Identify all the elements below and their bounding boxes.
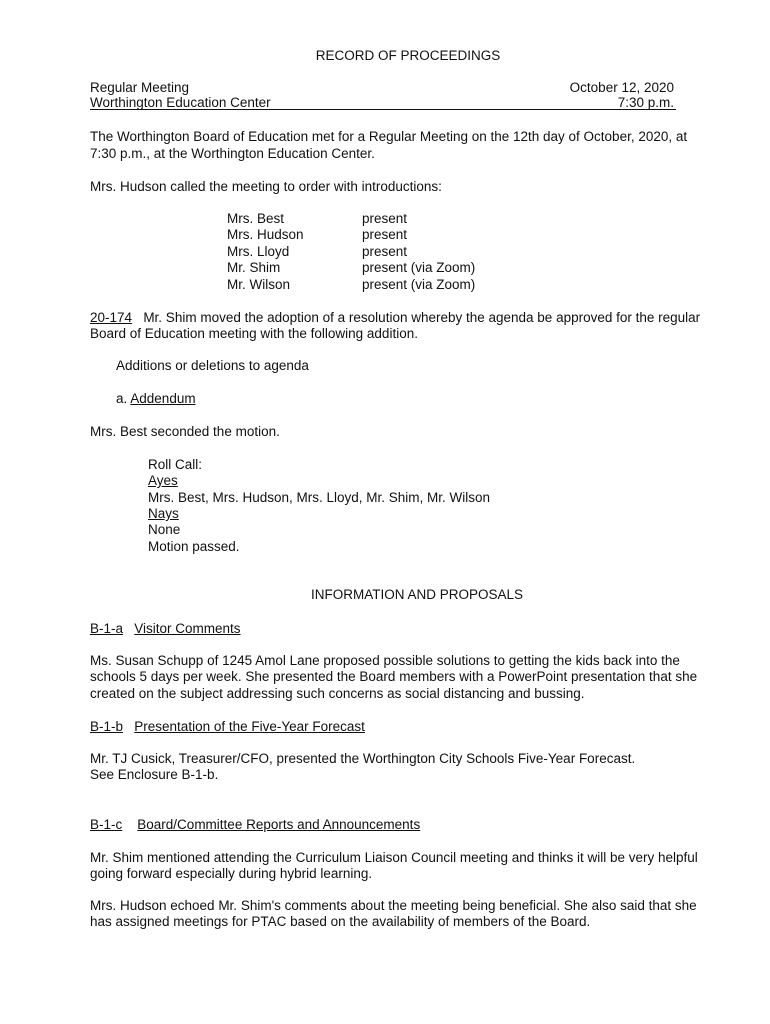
meeting-type: Regular Meeting (90, 80, 190, 95)
item-code: B-1-a (90, 621, 124, 636)
attendee-status: present (via Zoom) (362, 260, 476, 275)
meeting-location: Worthington Education Center (90, 95, 271, 110)
item-title: Board/Committee Reports and Announcements (137, 817, 421, 832)
call-to-order: Mrs. Hudson called the meeting to order with introductions: (90, 179, 442, 194)
attendee-name: Mr. Shim (227, 260, 281, 275)
header-divider (90, 109, 676, 110)
nays-names: None (148, 522, 181, 537)
attendee-status: present (via Zoom) (362, 277, 476, 292)
item-text-line: created on the subject addressing such concerns as social distancing and bussing. (90, 686, 585, 701)
item-code: B-1-b (90, 719, 124, 734)
meeting-date: October 12, 2020 (569, 80, 674, 95)
resolution-text: Mr. Shim moved the adoption of a resolution whereby the agenda be approved for the regular (143, 310, 701, 325)
attendee-name: Mr. Wilson (227, 277, 291, 292)
item-title: Presentation of the Five-Year Forecast (134, 719, 365, 734)
item-title: Visitor Comments (134, 621, 241, 636)
attendee-name: Mrs. Lloyd (227, 244, 290, 259)
item-text-line: Mr. TJ Cusick, Treasurer/CFO, presented the Worthington City Schools Five-Year Forecast. (90, 751, 636, 766)
item-text-line: has assigned meetings for PTAC based on the availability of members of the Board. (90, 914, 591, 929)
section-heading: INFORMATION AND PROPOSALS (310, 587, 524, 602)
attendee-status: present (362, 227, 408, 242)
intro-line-2: 7:30 p.m., at the Worthington Education Center. (90, 146, 375, 161)
attendee-name: Mrs. Hudson (227, 227, 304, 242)
attendee-status: present (362, 244, 408, 259)
roll-call-label: Roll Call: (148, 457, 203, 472)
ayes-label: Ayes (148, 473, 178, 488)
item-heading-b1c (90, 817, 420, 834)
resolution-line-2: Board of Education meeting with the following addition. (90, 326, 418, 341)
meeting-time: 7:30 p.m. (617, 95, 674, 110)
seconded-motion: Mrs. Best seconded the motion. (90, 424, 280, 439)
item-text-line: Ms. Susan Schupp of 1245 Amol Lane proposed possible solutions to getting the kids back into the (90, 653, 680, 668)
ayes-names: Mrs. Best, Mrs. Hudson, Mrs. Lloyd, Mr. Shim, Mr. Wilson (148, 490, 491, 505)
additions-heading: Additions or deletions to agenda (116, 358, 309, 373)
agenda-item-label: Addendum (130, 391, 196, 406)
resolution-number: 20-174 (90, 310, 133, 325)
item-text-line: schools 5 days per week. She presented the Board members with a PowerPoint presentation that she (90, 669, 698, 684)
resolution-line-1 (90, 310, 700, 327)
agenda-item (116, 391, 196, 408)
item-heading-b1b (90, 719, 365, 736)
item-heading-b1a (90, 621, 241, 638)
item-code: B-1-c (90, 817, 123, 832)
item-text-line: Mrs. Hudson echoed Mr. Shim's comments about the meeting being beneficial. She also said that she (90, 898, 697, 913)
item-text-line: See Enclosure B-1-b. (90, 767, 219, 782)
attendee-status: present (362, 211, 408, 226)
motion-result: Motion passed. (148, 539, 240, 554)
agenda-item-letter: a. (116, 391, 128, 406)
item-text-line: going forward especially during hybrid learning. (90, 866, 373, 881)
intro-line-1: The Worthington Board of Education met for a Regular Meeting on the 12th day of October, 2020, at (90, 129, 688, 144)
page-title: RECORD OF PROCEEDINGS (315, 48, 501, 63)
attendee-name: Mrs. Best (227, 211, 285, 226)
item-text-line: Mr. Shim mentioned attending the Curriculum Liaison Council meeting and thinks it will be very helpful (90, 850, 698, 865)
nays-label: Nays (148, 506, 179, 521)
